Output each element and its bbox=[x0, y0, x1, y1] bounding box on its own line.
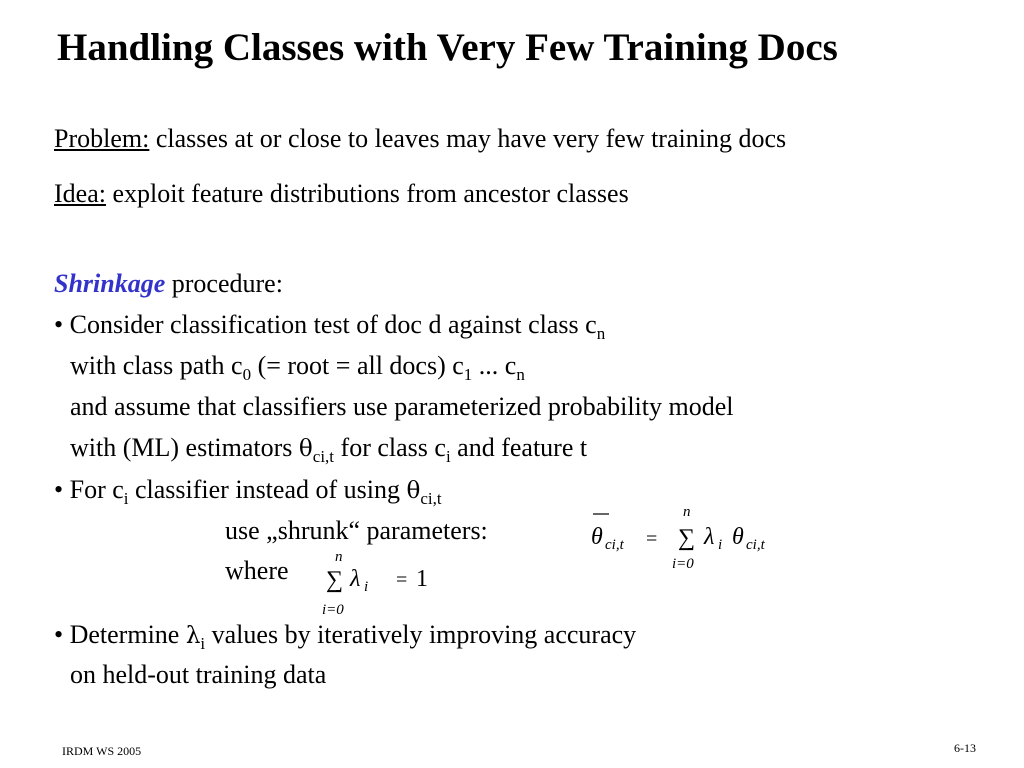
text-fragment: for class c bbox=[340, 433, 446, 462]
text-fragment: with (ML) estimators bbox=[70, 433, 293, 462]
text-fragment: • Determine bbox=[54, 620, 180, 649]
text-fragment: with class path c bbox=[70, 351, 243, 380]
shrinkage-rest: procedure: bbox=[171, 269, 283, 298]
theta-symbol: θ bbox=[298, 436, 313, 462]
subscript: i bbox=[200, 634, 206, 653]
bullet1-line3: and assume that classifiers use parameterized probability model bbox=[70, 392, 734, 421]
lambda-symbol: λ bbox=[350, 566, 361, 592]
idea-text: exploit feature distributions from ancestor classes bbox=[112, 179, 629, 208]
use-shrunk-text: use „shrunk“ parameters: bbox=[225, 516, 488, 545]
subscript: ci,t bbox=[746, 537, 765, 553]
one: 1 bbox=[416, 566, 428, 592]
equals-sign: = bbox=[396, 569, 408, 591]
bullet3-line1 bbox=[54, 619, 636, 652]
shrinkage-heading bbox=[54, 268, 283, 300]
text-fragment: (= root = all docs) c bbox=[257, 351, 464, 380]
bullet2-line1 bbox=[54, 474, 442, 507]
subscript: i bbox=[123, 489, 129, 508]
sum-lower-limit: i=0 bbox=[322, 602, 344, 618]
subscript: ci,t bbox=[420, 489, 442, 508]
idea-label: Idea: bbox=[54, 179, 106, 208]
footer-course: IRDM WS 2005 bbox=[62, 744, 142, 758]
theta-symbol: θ bbox=[732, 524, 744, 550]
subscript: n bbox=[596, 324, 606, 343]
subscript: n bbox=[516, 365, 525, 384]
subscript: i bbox=[445, 447, 451, 466]
where-text: where bbox=[225, 556, 289, 585]
subscript: ci,t bbox=[605, 537, 624, 553]
sum-lower-limit: i=0 bbox=[672, 556, 694, 572]
theta-symbol: θ bbox=[406, 478, 421, 504]
shrunk-parameter-formula bbox=[580, 498, 800, 578]
sum-upper-limit: n bbox=[335, 549, 343, 565]
subscript: 0 bbox=[242, 365, 252, 384]
lambda-sum-formula bbox=[318, 545, 448, 620]
problem-text: classes at or close to leaves may have very few training docs bbox=[155, 124, 787, 153]
subscript: i bbox=[364, 579, 369, 595]
sum-upper-limit: n bbox=[683, 504, 691, 520]
lambda-symbol: λ bbox=[704, 524, 715, 550]
text-fragment: ... c bbox=[478, 351, 517, 380]
text-fragment: values by iteratively improving accuracy bbox=[211, 620, 637, 649]
shrinkage-term: Shrinkage bbox=[54, 269, 166, 298]
text-fragment: • For c bbox=[54, 475, 124, 504]
bullet3-line2: on held-out training data bbox=[70, 660, 327, 689]
subscript: ci,t bbox=[312, 447, 335, 466]
text-fragment: and feature t bbox=[457, 433, 588, 462]
theta-symbol: θ bbox=[591, 524, 603, 550]
idea-line bbox=[54, 178, 629, 210]
equals-sign: = bbox=[646, 528, 658, 550]
footer-page-number: 6-13 bbox=[954, 741, 976, 755]
sum-symbol: ∑ bbox=[678, 525, 696, 551]
lambda-symbol: λ bbox=[185, 623, 201, 649]
bullet1-line1 bbox=[54, 309, 605, 341]
bullet1-line2 bbox=[70, 350, 525, 382]
text-fragment: classifier instead of using bbox=[135, 475, 400, 504]
problem-line bbox=[54, 123, 786, 155]
slide-title: Handling Classes with Very Few Training Docs bbox=[57, 26, 838, 69]
problem-label: Problem: bbox=[54, 124, 150, 153]
bullet1-text: • Consider classification test of doc d against class c bbox=[54, 310, 597, 339]
subscript: i bbox=[718, 537, 723, 553]
bullet1-line4 bbox=[70, 432, 587, 465]
sum-symbol: ∑ bbox=[326, 567, 344, 593]
subscript: 1 bbox=[463, 365, 473, 384]
